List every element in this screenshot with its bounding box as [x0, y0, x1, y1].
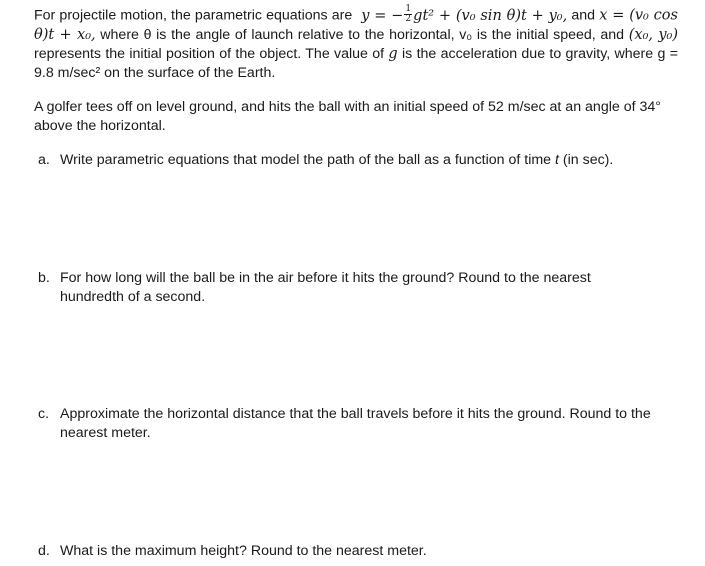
question-text: Approximate the horizontal distance that the ball travels before it hits the ground. Round to the nearest meter.: [60, 406, 651, 441]
equation-initial-position: (x₀, y₀): [628, 26, 678, 43]
intro-paragraph: [34, 6, 678, 83]
intro-text-start: For projectile motion, the parametric equations are: [34, 7, 353, 24]
equation-y: y = − $\frac{1}{2}$ gt² + (v₀ sin θ)t + y₀,: [361, 4, 568, 24]
question-text: For how long will the ball be in the air before it hits the ground? Round to the nearest hundredth of a second.: [60, 270, 591, 305]
intro-and: and: [571, 7, 596, 24]
question-text: What is the maximum height? Round to the nearest meter.: [60, 543, 427, 559]
question-letter: b.: [38, 270, 50, 286]
question-b: [38, 269, 678, 307]
question-text: Write parametric equations that model the path of the ball as a function of time t (in sec).: [60, 152, 614, 168]
fraction-one-half: $\frac{1}{2}$: [405, 4, 412, 24]
question-letter: c.: [38, 406, 50, 422]
question-letter: d.: [38, 543, 50, 559]
equation-x: x = (v₀ cos θ)t + x₀,: [34, 7, 678, 43]
question-d: [38, 542, 678, 561]
question-a: [38, 151, 678, 170]
intro-text-end: is the acceleration due to gravity, where g = 9.8 m/sec² on the surface of the Earth.: [34, 45, 678, 81]
question-c: [38, 405, 678, 443]
scenario-paragraph: A golfer tees off on level ground, and hits the ball with an initial speed of 52 m/sec at an angle of 34° above the horizontal.: [34, 99, 661, 134]
intro-text-mid2: represents the initial position of the object. The value of: [34, 45, 385, 62]
intro-text-mid: where θ is the angle of launch relative to the horizontal, v₀ is the initial speed, and: [100, 26, 625, 43]
question-letter: a.: [38, 152, 50, 168]
gravity-symbol: g: [388, 45, 398, 62]
